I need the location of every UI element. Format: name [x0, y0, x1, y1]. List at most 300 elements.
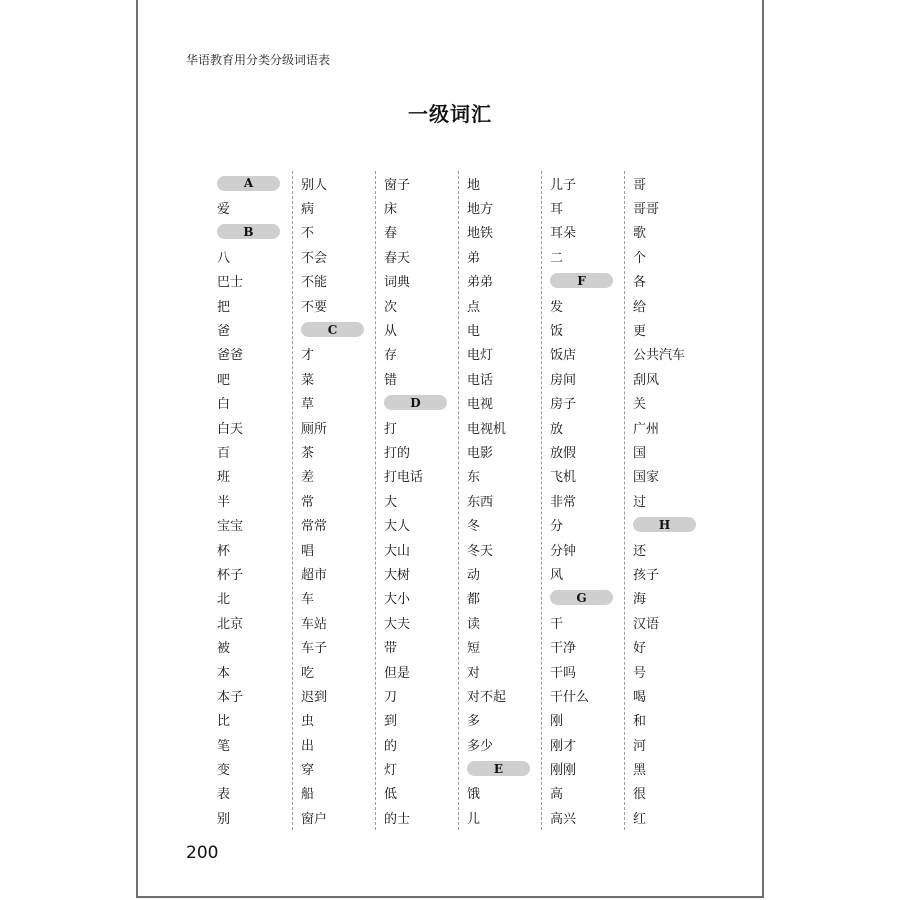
vocab-row — [625, 683, 707, 707]
vocab-word: 黑 — [633, 763, 647, 779]
vocab-row — [376, 586, 458, 610]
vocab-row — [209, 512, 292, 536]
vocab-row — [376, 415, 458, 439]
vocab-row — [209, 220, 292, 244]
vocab-word: 打的 — [384, 445, 411, 461]
vocab-word: 打电话 — [384, 470, 424, 486]
vocab-row — [542, 439, 624, 463]
vocab-row — [209, 586, 292, 610]
vocab-row — [293, 293, 375, 317]
vocab-word: 床 — [384, 202, 398, 218]
vocab-row — [376, 293, 458, 317]
vocab-row — [293, 415, 375, 439]
vocab-word: 的士 — [384, 811, 411, 827]
vocab-row — [542, 220, 624, 244]
vocab-word: 带 — [384, 641, 398, 657]
vocab-row — [542, 756, 624, 780]
vocab-row — [293, 537, 375, 561]
vocab-word: 地铁 — [467, 226, 494, 242]
vocab-row — [542, 708, 624, 732]
vocab-word: 北 — [217, 592, 231, 608]
vocab-row — [293, 366, 375, 390]
vocab-word: 个 — [633, 250, 647, 266]
vocab-row — [459, 659, 541, 683]
vocab-row — [209, 610, 292, 634]
vocab-word: 菜 — [301, 372, 315, 388]
page-number: 200 — [186, 843, 219, 863]
vocab-word: 大 — [384, 494, 398, 510]
vocab-row — [625, 610, 707, 634]
vocab-row — [459, 317, 541, 341]
vocab-word: 干吗 — [550, 665, 577, 681]
vocab-row — [376, 220, 458, 244]
vocab-row — [542, 683, 624, 707]
vocab-word: 把 — [217, 299, 231, 315]
vocab-row — [376, 391, 458, 415]
vocab-row — [293, 317, 375, 341]
vocab-word: 电话 — [467, 372, 494, 388]
vocab-word: 低 — [384, 787, 398, 803]
vocab-row — [376, 512, 458, 536]
vocab-row — [459, 366, 541, 390]
vocab-word: 广州 — [633, 421, 660, 437]
vocab-word: 但是 — [384, 665, 411, 681]
vocab-word: 动 — [467, 567, 481, 583]
vocab-row — [293, 171, 375, 195]
vocab-word: 好 — [633, 641, 647, 657]
vocab-word: 孩子 — [633, 567, 660, 583]
vocab-row — [542, 561, 624, 585]
vocab-word: 河 — [633, 738, 647, 754]
vocab-word: 本子 — [217, 689, 244, 705]
vocab-row — [459, 342, 541, 366]
vocab-column-6 — [624, 171, 707, 830]
vocab-row — [542, 195, 624, 219]
vocab-row — [542, 415, 624, 439]
vocab-word: 喝 — [633, 689, 647, 705]
vocab-row — [459, 708, 541, 732]
vocab-word: 红 — [633, 811, 647, 827]
vocab-word: 放假 — [550, 445, 577, 461]
vocab-word: 存 — [384, 348, 398, 364]
vocab-row — [625, 293, 707, 317]
vocab-row — [459, 195, 541, 219]
vocab-word: 公共汽车 — [633, 348, 686, 364]
vocab-word: 点 — [467, 299, 481, 315]
vocab-word: 干 — [550, 616, 564, 632]
vocab-row — [376, 244, 458, 268]
vocab-row — [459, 171, 541, 195]
vocab-word: 哥 — [633, 177, 647, 193]
vocab-word: 爸爸 — [217, 348, 244, 364]
vocab-row — [293, 586, 375, 610]
vocab-word: 船 — [301, 787, 315, 803]
vocab-word: 春 — [384, 226, 398, 242]
vocab-word: 更 — [633, 324, 647, 340]
vocab-word: 大人 — [384, 519, 411, 535]
vocab-word: 刚才 — [550, 738, 577, 754]
vocab-row — [625, 561, 707, 585]
vocab-row — [293, 195, 375, 219]
vocab-word: 耳朵 — [550, 226, 577, 242]
vocab-row — [293, 683, 375, 707]
vocab-row — [376, 805, 458, 829]
vocab-word: 地方 — [467, 202, 494, 218]
vocab-word: 非常 — [550, 494, 577, 510]
vocab-word: 车 — [301, 592, 315, 608]
vocab-word: 冬天 — [467, 543, 494, 559]
vocab-word: 国 — [633, 445, 647, 461]
vocab-row — [625, 244, 707, 268]
vocab-row — [293, 732, 375, 756]
vocab-word: 杯 — [217, 543, 231, 559]
vocab-word: 错 — [384, 372, 398, 388]
vocab-row — [625, 220, 707, 244]
vocab-row — [209, 391, 292, 415]
vocab-word: 读 — [467, 616, 481, 632]
vocab-row — [459, 415, 541, 439]
vocab-row — [542, 488, 624, 512]
vocab-row — [376, 488, 458, 512]
vocab-row — [376, 195, 458, 219]
vocab-row — [459, 464, 541, 488]
vocab-word: 干什么 — [550, 689, 590, 705]
vocab-column-2 — [292, 171, 375, 830]
vocab-word: 变 — [217, 763, 231, 779]
vocab-word: 从 — [384, 324, 398, 340]
vocab-word: 号 — [633, 665, 647, 681]
vocab-column-5 — [541, 171, 624, 830]
vocab-word: 北京 — [217, 616, 244, 632]
vocab-row — [459, 488, 541, 512]
vocab-word: 超市 — [301, 567, 328, 583]
vocab-row — [625, 781, 707, 805]
section-letter-badge: F — [550, 273, 613, 288]
vocab-row — [376, 342, 458, 366]
vocab-row — [542, 537, 624, 561]
vocab-word: 刚刚 — [550, 763, 577, 779]
vocab-word: 都 — [467, 592, 481, 608]
section-letter-badge: G — [550, 590, 613, 605]
vocab-row — [625, 805, 707, 829]
vocab-word: 本 — [217, 665, 231, 681]
vocab-word: 茶 — [301, 445, 315, 461]
vocab-word: 电灯 — [467, 348, 494, 364]
vocab-word: 地 — [467, 177, 481, 193]
vocab-row — [293, 342, 375, 366]
vocab-word: 哥哥 — [633, 202, 660, 218]
vocab-row — [542, 293, 624, 317]
vocab-row — [459, 781, 541, 805]
vocab-word: 关 — [633, 397, 647, 413]
vocab-row — [376, 756, 458, 780]
vocab-row — [625, 708, 707, 732]
vocab-word: 虫 — [301, 714, 315, 730]
vocab-row — [459, 512, 541, 536]
vocab-word: 饭店 — [550, 348, 577, 364]
vocab-row — [376, 439, 458, 463]
vocab-row — [293, 391, 375, 415]
vocab-row — [376, 366, 458, 390]
vocab-row — [625, 756, 707, 780]
vocab-row — [293, 634, 375, 658]
vocab-word: 饿 — [467, 787, 481, 803]
vocab-row — [209, 317, 292, 341]
vocab-row — [625, 512, 707, 536]
vocab-row — [625, 269, 707, 293]
vocab-row — [209, 464, 292, 488]
vocab-row — [542, 586, 624, 610]
vocab-word: 海 — [633, 592, 647, 608]
vocab-row — [293, 439, 375, 463]
vocab-word: 儿子 — [550, 177, 577, 193]
vocab-word: 爱 — [217, 202, 231, 218]
vocab-word: 车子 — [301, 641, 328, 657]
vocab-row — [209, 732, 292, 756]
vocab-word: 巴士 — [217, 275, 244, 291]
vocab-word: 表 — [217, 787, 231, 803]
vocab-word: 多少 — [467, 738, 494, 754]
vocab-row — [376, 781, 458, 805]
vocab-row — [542, 610, 624, 634]
vocab-word: 常常 — [301, 519, 328, 535]
vocab-row — [459, 561, 541, 585]
vocab-word: 笔 — [217, 738, 231, 754]
vocab-row — [459, 756, 541, 780]
vocab-row — [625, 634, 707, 658]
section-letter-badge: B — [217, 224, 280, 239]
vocab-word: 吃 — [301, 665, 315, 681]
vocab-row — [542, 659, 624, 683]
vocab-row — [625, 586, 707, 610]
vocab-word: 常 — [301, 494, 315, 510]
vocab-row — [376, 317, 458, 341]
vocab-row — [625, 439, 707, 463]
vocab-word: 高 — [550, 787, 564, 803]
vocab-row — [293, 659, 375, 683]
vocab-word: 大山 — [384, 543, 411, 559]
vocab-word: 还 — [633, 543, 647, 559]
vocab-row — [459, 220, 541, 244]
vocab-word: 给 — [633, 299, 647, 315]
vocab-row — [459, 293, 541, 317]
vocab-word: 分钟 — [550, 543, 577, 559]
vocab-column-3 — [375, 171, 458, 830]
vocab-word: 吧 — [217, 372, 231, 388]
vocab-row — [376, 537, 458, 561]
vocab-row — [376, 659, 458, 683]
vocab-word: 刮风 — [633, 372, 660, 388]
vocab-word: 过 — [633, 494, 647, 510]
vocab-row — [542, 732, 624, 756]
vocab-word: 放 — [550, 421, 564, 437]
vocab-word: 差 — [301, 470, 315, 486]
vocab-row — [542, 634, 624, 658]
vocab-word: 冬 — [467, 519, 481, 535]
vocab-word: 电视 — [467, 397, 494, 413]
vocab-row — [209, 683, 292, 707]
vocab-word: 房间 — [550, 372, 577, 388]
vocab-word: 对不起 — [467, 689, 507, 705]
vocab-word: 大树 — [384, 567, 411, 583]
vocab-row — [459, 586, 541, 610]
vocab-word: 高兴 — [550, 811, 577, 827]
vocab-row — [209, 244, 292, 268]
vocab-row — [209, 195, 292, 219]
vocab-row — [376, 464, 458, 488]
vocab-row — [209, 269, 292, 293]
vocab-word: 不 — [301, 226, 315, 242]
vocab-word: 歌 — [633, 226, 647, 242]
vocab-word: 短 — [467, 641, 481, 657]
vocab-word: 春天 — [384, 250, 411, 266]
vocab-word: 迟到 — [301, 689, 328, 705]
vocab-word: 刀 — [384, 689, 398, 705]
vocab-row — [459, 683, 541, 707]
vocab-row — [376, 561, 458, 585]
vocab-word: 弟弟 — [467, 275, 494, 291]
vocab-column-4 — [458, 171, 541, 830]
vocab-row — [459, 537, 541, 561]
vocab-row — [625, 537, 707, 561]
vocab-word: 白天 — [217, 421, 244, 437]
section-letter-badge: C — [301, 322, 364, 337]
vocab-row — [625, 317, 707, 341]
vocab-word: 百 — [217, 445, 231, 461]
vocab-row — [459, 439, 541, 463]
vocab-word: 杯子 — [217, 567, 244, 583]
vocab-word: 大夫 — [384, 616, 411, 632]
vocab-column-1 — [209, 171, 292, 830]
vocab-row — [625, 415, 707, 439]
vocab-row — [209, 781, 292, 805]
vocab-row — [542, 391, 624, 415]
vocab-row — [625, 195, 707, 219]
vocab-word: 耳 — [550, 202, 564, 218]
vocab-row — [459, 269, 541, 293]
vocab-row — [209, 708, 292, 732]
vocab-row — [542, 342, 624, 366]
vocab-row — [459, 634, 541, 658]
vocab-row — [542, 781, 624, 805]
vocab-row — [293, 269, 375, 293]
vocab-word: 爸 — [217, 324, 231, 340]
vocab-word: 电视机 — [467, 421, 507, 437]
vocab-word: 比 — [217, 714, 231, 730]
section-letter-badge: D — [384, 395, 447, 410]
vocab-row — [293, 708, 375, 732]
vocab-row — [293, 512, 375, 536]
page-title: 一级词汇 — [408, 102, 492, 126]
section-letter-badge: E — [467, 761, 530, 776]
vocab-word: 房子 — [550, 397, 577, 413]
vocab-word: 分 — [550, 519, 564, 535]
vocab-row — [625, 488, 707, 512]
vocab-row — [293, 805, 375, 829]
vocab-row — [293, 488, 375, 512]
vocab-word: 词典 — [384, 275, 411, 291]
vocab-row — [376, 732, 458, 756]
vocab-row — [209, 805, 292, 829]
vocab-row — [542, 171, 624, 195]
vocab-word: 发 — [550, 299, 564, 315]
vocab-word: 国家 — [633, 470, 660, 486]
vocab-row — [625, 366, 707, 390]
vocab-row — [293, 561, 375, 585]
vocab-row — [209, 488, 292, 512]
vocab-row — [625, 464, 707, 488]
vocab-word: 飞机 — [550, 470, 577, 486]
vocab-word: 白 — [217, 397, 231, 413]
vocab-word: 多 — [467, 714, 481, 730]
vocab-word: 电 — [467, 324, 481, 340]
section-letter-badge: A — [217, 176, 280, 191]
vocab-row — [542, 244, 624, 268]
vocab-word: 大小 — [384, 592, 411, 608]
vocab-row — [625, 391, 707, 415]
vocab-word: 次 — [384, 299, 398, 315]
vocab-row — [376, 683, 458, 707]
vocab-word: 打 — [384, 421, 398, 437]
vocab-row — [209, 342, 292, 366]
vocab-row — [209, 439, 292, 463]
vocab-word: 出 — [301, 738, 315, 754]
vocab-row — [542, 805, 624, 829]
vocab-row — [209, 366, 292, 390]
vocab-word: 的 — [384, 738, 398, 754]
vocab-row — [542, 366, 624, 390]
vocab-word: 对 — [467, 665, 481, 681]
vocab-word: 宝宝 — [217, 519, 244, 535]
vocab-word: 别 — [217, 811, 231, 827]
vocab-word: 才 — [301, 348, 315, 364]
vocab-word: 风 — [550, 567, 564, 583]
vocab-row — [459, 805, 541, 829]
vocab-word: 电影 — [467, 445, 494, 461]
vocab-word: 二 — [550, 250, 564, 266]
vocab-row — [209, 171, 292, 195]
vocab-row — [625, 171, 707, 195]
vocab-row — [376, 708, 458, 732]
vocab-word: 窗户 — [301, 811, 328, 827]
vocab-row — [376, 634, 458, 658]
vocab-word: 窗子 — [384, 177, 411, 193]
vocab-word: 很 — [633, 787, 647, 803]
vocab-word: 不能 — [301, 275, 328, 291]
vocab-row — [293, 756, 375, 780]
vocab-word: 病 — [301, 202, 315, 218]
vocab-row — [209, 537, 292, 561]
vocab-row — [209, 659, 292, 683]
vocab-row — [376, 269, 458, 293]
vocab-word: 东西 — [467, 494, 494, 510]
vocab-row — [625, 659, 707, 683]
vocab-row — [209, 634, 292, 658]
vocab-word: 八 — [217, 250, 231, 266]
vocab-row — [459, 732, 541, 756]
vocab-word: 东 — [467, 470, 481, 486]
vocab-word: 弟 — [467, 250, 481, 266]
vocab-word: 汉语 — [633, 616, 660, 632]
vocab-row — [542, 317, 624, 341]
vocab-word: 各 — [633, 275, 647, 291]
vocab-word: 别人 — [301, 177, 328, 193]
vocab-word: 车站 — [301, 616, 328, 632]
vocab-row — [209, 293, 292, 317]
vocab-row — [459, 391, 541, 415]
vocab-row — [209, 756, 292, 780]
vocabulary-columns — [209, 171, 707, 830]
